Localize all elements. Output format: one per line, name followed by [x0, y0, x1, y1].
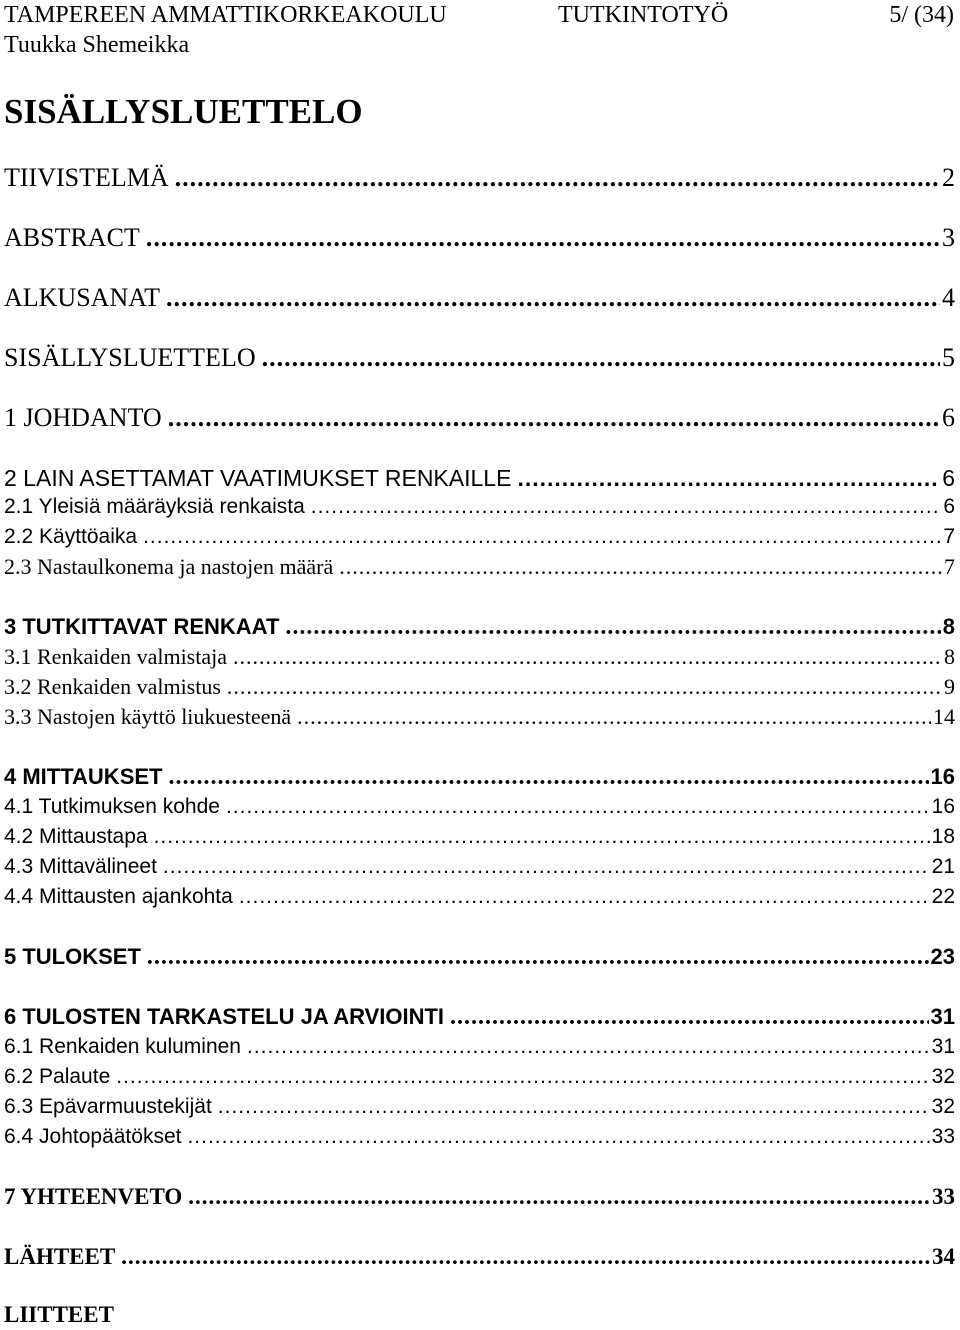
toc-entry[interactable] — [4, 1122, 955, 1152]
toc-entry-page: 23 — [930, 944, 955, 969]
toc-entry-label: TIIVISTELMÄ — [4, 163, 169, 192]
toc-entry-page: 6 — [942, 465, 955, 491]
toc-dot-leader — [339, 552, 942, 582]
toc-entry-label: 7 YHTEENVETO — [4, 1184, 183, 1209]
toc-entry-label: 2.1 Yleisiä määräyksiä renkaista — [4, 495, 305, 518]
header-top-row — [4, 0, 954, 30]
toc-entry[interactable] — [4, 852, 955, 882]
toc-entry-label: ALKUSANAT — [4, 283, 160, 312]
toc-dot-leader — [147, 942, 929, 972]
toc-dot-leader — [233, 642, 942, 672]
toc-entry[interactable] — [4, 283, 955, 313]
header-author: Tuukka Shemeikka — [4, 32, 190, 58]
toc-dot-leader — [175, 163, 940, 193]
header-document-type: TUTKINTOTYÖ — [558, 2, 729, 28]
page-title: SISÄLLYSLUETTELO — [4, 92, 363, 131]
toc-entry[interactable] — [4, 223, 955, 253]
toc-entry[interactable] — [4, 1032, 955, 1062]
toc-entry[interactable] — [4, 822, 955, 852]
toc-entry[interactable] — [4, 552, 955, 582]
toc-entry[interactable] — [4, 403, 955, 433]
toc-entry-page: 32 — [931, 1065, 955, 1088]
toc-entry-label: 6.1 Renkaiden kuluminen — [4, 1035, 241, 1058]
toc-entry-label: 6 TULOSTEN TARKASTELU JA ARVIOINTI — [4, 1004, 445, 1029]
toc-dot-leader — [146, 223, 940, 253]
toc-dot-leader — [163, 852, 930, 882]
toc-entry-page: 4 — [942, 283, 955, 312]
toc-entry-page: 8 — [944, 644, 955, 669]
toc-entry[interactable] — [4, 1242, 955, 1272]
toc-entry[interactable] — [4, 522, 955, 552]
toc-entry-label: 3.1 Renkaiden valmistaja — [4, 644, 227, 669]
toc-entry[interactable] — [4, 163, 955, 193]
page-header — [4, 0, 954, 60]
toc-entry-label: 6.4 Johtopäätökset — [4, 1125, 182, 1148]
toc-entry-page: 2 — [942, 163, 955, 192]
toc-entry-page: 3 — [942, 223, 955, 252]
toc-entry[interactable] — [4, 1300, 955, 1330]
toc-dot-leader — [166, 283, 940, 313]
toc-dot-leader — [262, 343, 940, 373]
toc-dot-leader — [116, 1062, 929, 1092]
toc-entry[interactable] — [4, 942, 955, 972]
toc-entry[interactable] — [4, 762, 955, 792]
toc-entry[interactable] — [4, 672, 955, 702]
toc-entry-page: 31 — [930, 1004, 955, 1029]
toc-dot-leader — [154, 822, 930, 852]
toc-entry-label: 3.3 Nastojen käyttö liukuesteenä — [4, 704, 292, 729]
toc-entry-label: 3.2 Renkaiden valmistus — [4, 674, 221, 699]
toc-entry-label: 4.2 Mittaustapa — [4, 825, 148, 848]
toc-entry[interactable] — [4, 492, 955, 522]
toc-entry-page: 7 — [944, 554, 955, 579]
toc-entry-page: 34 — [932, 1244, 955, 1269]
toc-entry-page: 31 — [931, 1035, 955, 1058]
toc-dot-leader — [285, 612, 940, 642]
toc-dot-leader — [517, 463, 940, 493]
toc-entry-label: 5 TULOKSET — [4, 944, 141, 969]
toc-entry-page: 33 — [931, 1125, 955, 1148]
toc-entry[interactable] — [4, 1062, 955, 1092]
toc-entry-page: 8 — [942, 614, 955, 639]
toc-entry-page: 6 — [942, 403, 955, 432]
toc-entry-label: 1 JOHDANTO — [4, 403, 162, 432]
toc-dot-leader — [168, 403, 940, 433]
toc-entry-page: 9 — [944, 674, 955, 699]
toc-dot-leader — [247, 1032, 930, 1062]
toc-entry-label: 4.4 Mittausten ajankohta — [4, 885, 233, 908]
toc-entry[interactable] — [4, 642, 955, 672]
toc-dot-leader — [239, 882, 930, 912]
toc-entry-page: 32 — [931, 1095, 955, 1118]
toc-entry[interactable] — [4, 343, 955, 373]
toc-entry-label: 6.3 Epävarmuustekijät — [4, 1095, 212, 1118]
toc-entry-label: 2.3 Nastaulkonema ja nastojen määrä — [4, 554, 334, 579]
toc-entry[interactable] — [4, 702, 955, 732]
toc-dot-leader — [450, 1002, 928, 1032]
toc-entry-page: 14 — [933, 704, 955, 729]
toc-entry-page: 33 — [932, 1184, 955, 1209]
toc-entry[interactable] — [4, 1182, 955, 1212]
header-author-row — [4, 30, 954, 60]
toc-entry-label: LIITTEET — [4, 1302, 114, 1327]
toc-entry[interactable] — [4, 882, 955, 912]
toc-entry-page: 18 — [931, 825, 955, 848]
toc-entry-label: 6.2 Palaute — [4, 1065, 111, 1088]
toc-entry-label: 2.2 Käyttöaika — [4, 525, 138, 548]
toc-dot-leader — [226, 792, 930, 822]
toc-entry-page: 16 — [931, 795, 955, 818]
toc-entry-page: 22 — [931, 885, 955, 908]
toc-entry[interactable] — [4, 792, 955, 822]
toc-dot-leader — [121, 1242, 930, 1272]
toc-entry[interactable] — [4, 463, 955, 493]
toc-entry-page: 7 — [943, 525, 955, 548]
toc-entry-page: 6 — [943, 495, 955, 518]
toc-dot-leader — [227, 672, 942, 702]
toc-entry-label: ABSTRACT — [4, 223, 140, 252]
toc-entry-label: 4.1 Tutkimuksen kohde — [4, 795, 220, 818]
toc-dot-leader — [218, 1092, 930, 1122]
header-institution: TAMPEREEN AMMATTIKORKEAKOULU — [4, 2, 447, 28]
toc-entry[interactable] — [4, 1092, 955, 1122]
toc-entry-label: 3 TUTKITTAVAT RENKAAT — [4, 614, 280, 639]
toc-entry-label: 2 LAIN ASETTAMAT VAATIMUKSET RENKAILLE — [4, 465, 512, 491]
toc-entry-label: 4.3 Mittavälineet — [4, 855, 157, 878]
toc-entry[interactable] — [4, 1002, 955, 1032]
toc-entry[interactable] — [4, 612, 955, 642]
toc-entry-label: SISÄLLYSLUETTELO — [4, 343, 256, 372]
toc-dot-leader — [188, 1182, 930, 1212]
toc-dot-leader — [168, 762, 928, 792]
toc-entry-label: LÄHTEET — [4, 1244, 116, 1269]
header-page-indicator: 5/ (34) — [889, 2, 954, 28]
toc-entry-page: 5 — [942, 343, 955, 372]
toc-entry-page: 21 — [931, 855, 955, 878]
toc-dot-leader — [311, 492, 942, 522]
toc-dot-leader — [143, 522, 941, 552]
toc-dot-leader — [297, 702, 931, 732]
toc-entry-page: 16 — [930, 764, 955, 789]
toc-entry-label: 4 MITTAUKSET — [4, 764, 163, 789]
toc-dot-leader — [187, 1122, 929, 1152]
